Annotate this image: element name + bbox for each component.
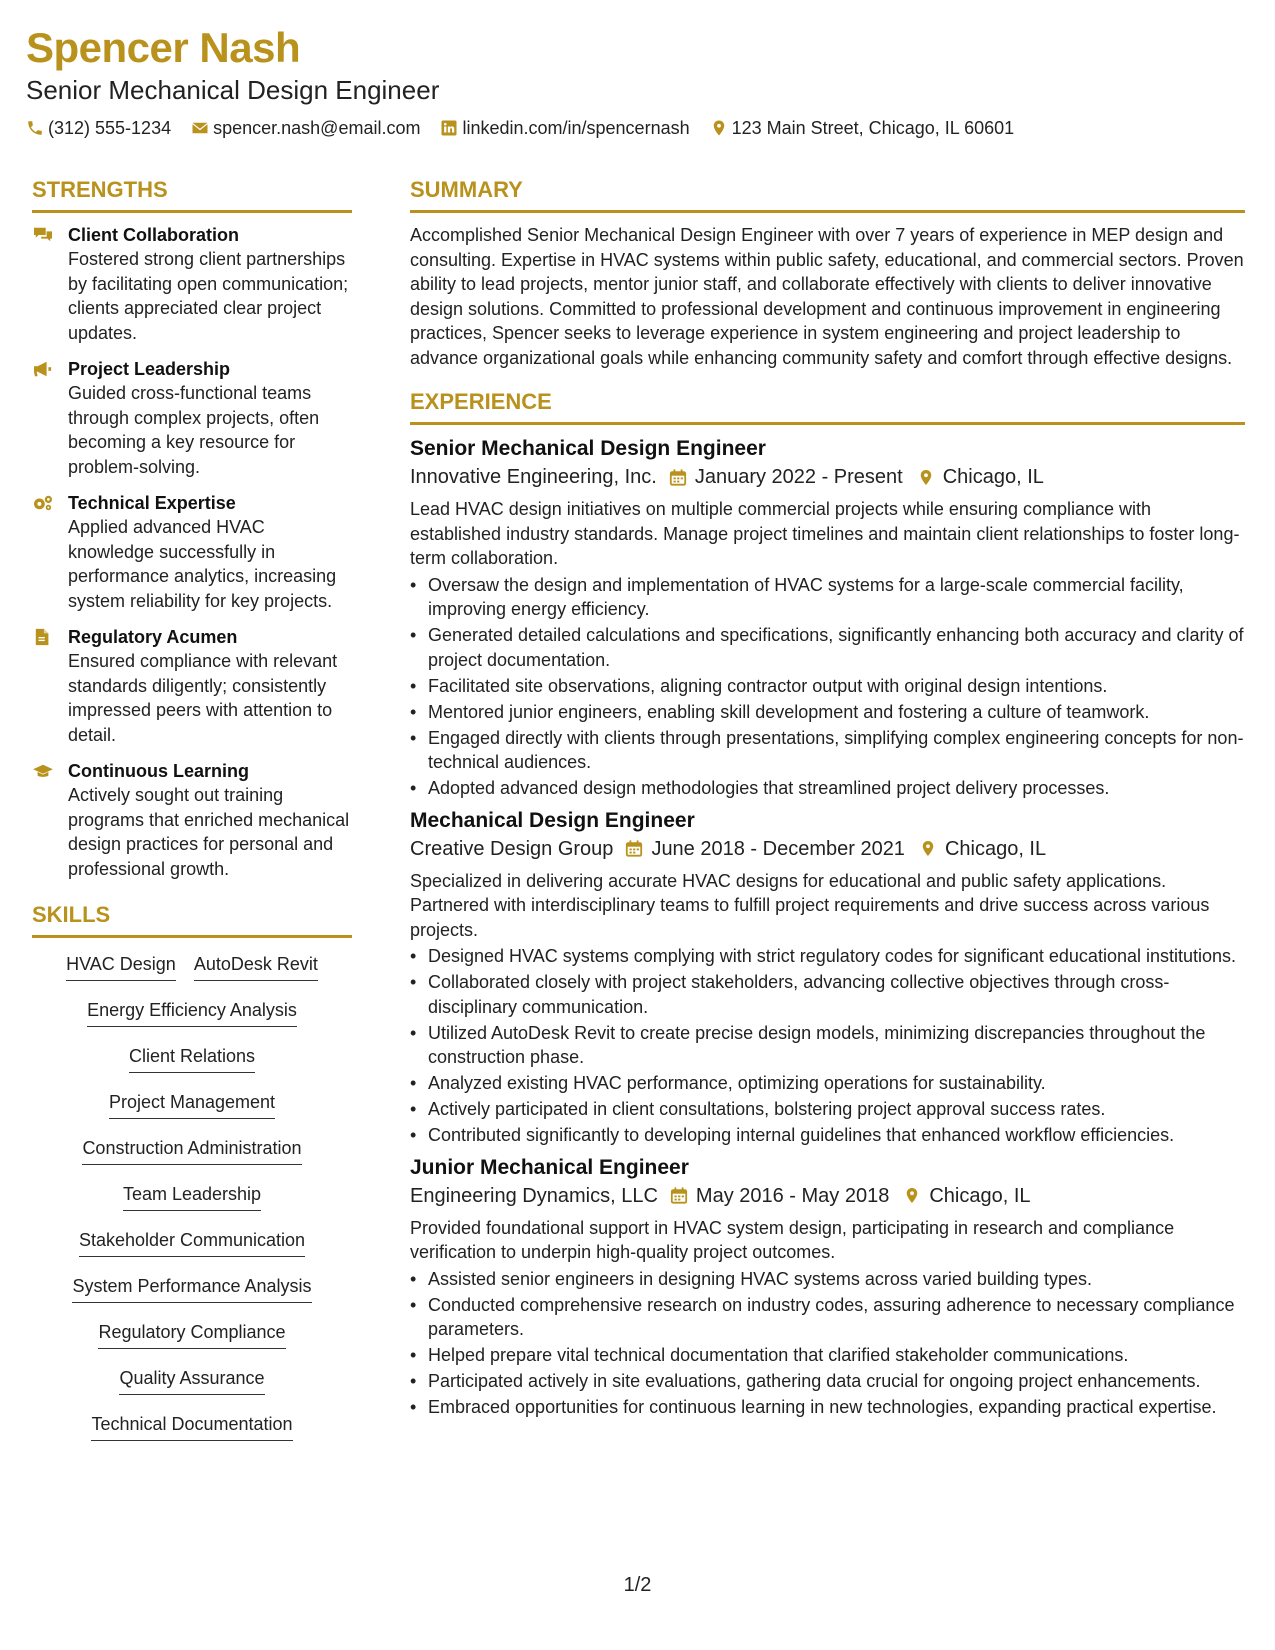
contact-address	[710, 116, 1015, 140]
job-dates: January 2022 - Present	[694, 466, 903, 488]
job-title: Senior Mechanical Design Engineer	[410, 437, 766, 460]
page-number: 1/2	[623, 1574, 652, 1596]
contact-bar	[26, 116, 1246, 140]
bullet-item: • Generated detailed calculations and specifications, significantly enhancing both accuracy and clarity of project documentation.	[410, 623, 1245, 672]
email-text[interactable]: spencer.nash@email.com	[213, 118, 421, 138]
resume-header	[26, 22, 1246, 140]
left-column	[32, 176, 352, 1458]
skill-tag: HVAC Design	[66, 952, 176, 981]
strength-item	[32, 223, 352, 345]
strength-desc: Fostered strong client partnerships by facilitating open communication; clients appreciated clear project updates.	[68, 249, 349, 343]
strength-title: Regulatory Acumen	[68, 627, 238, 647]
job-meta	[410, 835, 1245, 863]
job-company: Engineering Dynamics, LLC	[410, 1184, 658, 1207]
linkedin-text[interactable]: linkedin.com/in/spencernash	[462, 118, 690, 138]
strengths-heading: STRENGTHS	[32, 176, 352, 213]
comments-icon	[32, 226, 54, 244]
strength-item	[32, 357, 352, 479]
summary-text: Accomplished Senior Mechanical Design Engineer with over 7 years of experience in MEP design and consulting. Expertise in HVAC systems within public safety, educational, and commercial sectors. Proven ability to lead projects, mentor junior staff, and collaborate effectively with clients to deliver innovative design solutions. Committed to professional development and continuous improvement in engineering practices, Spencer seeks to leverage experience in system engineering and project leadership to advance organizational goals while enhancing community safety and comfort through effective designs.	[410, 225, 1244, 368]
bullet-item: • Adopted advanced design methodologies that streamlined project delivery processes.	[410, 776, 1245, 801]
experience-section	[410, 388, 1245, 1420]
skills-section	[32, 901, 352, 1458]
job-entry	[410, 807, 1245, 1148]
job-entry	[410, 1154, 1245, 1420]
job-bullets	[410, 573, 1245, 801]
job-company: Creative Design Group	[410, 837, 614, 860]
strength-title: Continuous Learning	[68, 761, 249, 781]
skill-tag: Technical Documentation	[91, 1412, 292, 1441]
bullet-item: • Helped prepare vital technical documentation that clarified stakeholder communications.	[410, 1343, 1245, 1368]
skill-tag: Energy Efficiency Analysis	[87, 998, 297, 1027]
calendar-icon	[670, 1186, 688, 1205]
skills-heading: SKILLS	[32, 901, 352, 938]
contact-linkedin[interactable]	[440, 116, 689, 140]
strength-title: Technical Expertise	[68, 493, 236, 513]
bullet-item: • Analyzed existing HVAC performance, optimizing operations for sustainability.	[410, 1071, 1245, 1096]
megaphone-icon	[32, 360, 54, 378]
experience-heading: EXPERIENCE	[410, 388, 1245, 425]
envelope-icon	[191, 119, 209, 137]
address-text: 123 Main Street, Chicago, IL 60601	[731, 118, 1015, 138]
bullet-item: • Participated actively in site evaluations, gathering data crucial for ongoing project enhancements.	[410, 1369, 1245, 1394]
job-meta	[410, 1182, 1245, 1210]
bullet-item: • Embraced opportunities for continuous learning in new technologies, expanding practical expertise.	[410, 1395, 1245, 1420]
strength-desc: Ensured compliance with relevant standards diligently; consistently impressed peers with attention to detail.	[68, 651, 338, 745]
bullet-item: • Facilitated site observations, aligning contractor output with original design intentions.	[410, 674, 1245, 699]
map-pin-icon	[917, 468, 935, 487]
right-column	[410, 176, 1245, 1426]
job-dates: June 2018 - December 2021	[651, 837, 905, 860]
phone-text: (312) 555-1234	[48, 118, 172, 138]
skill-tag: AutoDesk Revit	[194, 952, 318, 981]
job-bullets	[410, 1267, 1245, 1420]
job-meta	[410, 463, 1245, 491]
candidate-title: Senior Mechanical Design Engineer	[26, 75, 440, 105]
map-pin-icon	[903, 1186, 921, 1205]
job-description: Specialized in delivering accurate HVAC designs for educational and public safety applications. Partnered with interdisciplinary teams to fulfill project requirements and drive success across various projects.	[410, 870, 1210, 940]
strength-desc: Applied advanced HVAC knowledge successfully in performance analytics, increasing system reliability for key projects.	[68, 517, 337, 611]
bullet-item: • Conducted comprehensive research on industry codes, assuring adherence to necessary compliance parameters.	[410, 1293, 1245, 1342]
skill-tag: Project Management	[109, 1090, 275, 1119]
strength-item	[32, 625, 352, 747]
skill-tag: Client Relations	[129, 1044, 255, 1073]
bullet-item: • Actively participated in client consultations, bolstering project approval success rates.	[410, 1097, 1245, 1122]
job-dates: May 2016 - May 2018	[695, 1184, 890, 1207]
skill-tag: Quality Assurance	[119, 1366, 264, 1395]
document-icon	[32, 628, 54, 646]
summary-heading: SUMMARY	[410, 176, 1245, 213]
gears-icon	[32, 494, 54, 512]
bullet-item: • Engaged directly with clients through presentations, simplifying complex engineering concepts for non-technical audiences.	[410, 726, 1245, 775]
job-location: Chicago, IL	[929, 1184, 1031, 1207]
bullet-item: • Designed HVAC systems complying with strict regulatory codes for significant educational institutions.	[410, 944, 1245, 969]
phone-icon	[26, 119, 44, 137]
skill-tag: Construction Administration	[82, 1136, 301, 1165]
job-bullets	[410, 944, 1245, 1148]
bullet-item: • Utilized AutoDesk Revit to create precise design models, minimizing discrepancies throughout the construction phase.	[410, 1021, 1245, 1070]
calendar-icon	[625, 839, 643, 858]
graduation-cap-icon	[32, 762, 54, 780]
strength-title: Client Collaboration	[68, 225, 239, 245]
skill-tag: Stakeholder Communication	[79, 1228, 305, 1257]
map-pin-icon	[710, 119, 728, 137]
contact-phone	[26, 116, 171, 140]
job-location: Chicago, IL	[944, 837, 1047, 860]
bullet-item: • Assisted senior engineers in designing HVAC systems across varied building types.	[410, 1267, 1245, 1292]
contact-email[interactable]	[191, 116, 420, 140]
calendar-icon	[669, 468, 687, 487]
linkedin-icon	[440, 119, 458, 137]
candidate-name: Spencer Nash	[26, 24, 301, 71]
strength-title: Project Leadership	[68, 359, 231, 379]
skill-tag: Regulatory Compliance	[98, 1320, 285, 1349]
skill-tag: System Performance Analysis	[72, 1274, 311, 1303]
strength-desc: Actively sought out training programs that enriched mechanical design practices for personal and professional growth.	[68, 785, 350, 879]
job-title: Junior Mechanical Engineer	[410, 1155, 689, 1179]
job-description: Provided foundational support in HVAC system design, participating in research and compliance verification to underpin high-quality project outcomes.	[410, 1217, 1175, 1262]
job-title: Mechanical Design Engineer	[410, 808, 695, 832]
map-pin-icon	[919, 839, 937, 858]
bullet-item: • Collaborated closely with project stakeholders, advancing collective objectives through cross-disciplinary communication.	[410, 970, 1245, 1019]
job-description: Lead HVAC design initiatives on multiple commercial projects while ensuring compliance with established industry standards. Manage project timelines and maintain client relationships to foster long-term collaboration.	[410, 499, 1240, 568]
bullet-item: • Mentored junior engineers, enabling skill development and fostering a culture of teamwork.	[410, 700, 1245, 725]
strength-item	[32, 759, 352, 881]
strength-desc: Guided cross-functional teams through complex projects, often becoming a key resource for problem-solving.	[68, 383, 320, 477]
bullet-item: • Contributed significantly to developing internal guidelines that enhanced workflow efficiencies.	[410, 1123, 1245, 1148]
job-location: Chicago, IL	[942, 466, 1044, 488]
strength-item	[32, 491, 352, 613]
skills-list	[32, 948, 352, 1458]
skill-tag: Team Leadership	[123, 1182, 261, 1211]
bullet-item: • Oversaw the design and implementation of HVAC systems for a large-scale commercial facility, improving energy efficiency.	[410, 573, 1245, 622]
job-company: Innovative Engineering, Inc.	[410, 466, 657, 488]
job-entry	[410, 435, 1245, 801]
